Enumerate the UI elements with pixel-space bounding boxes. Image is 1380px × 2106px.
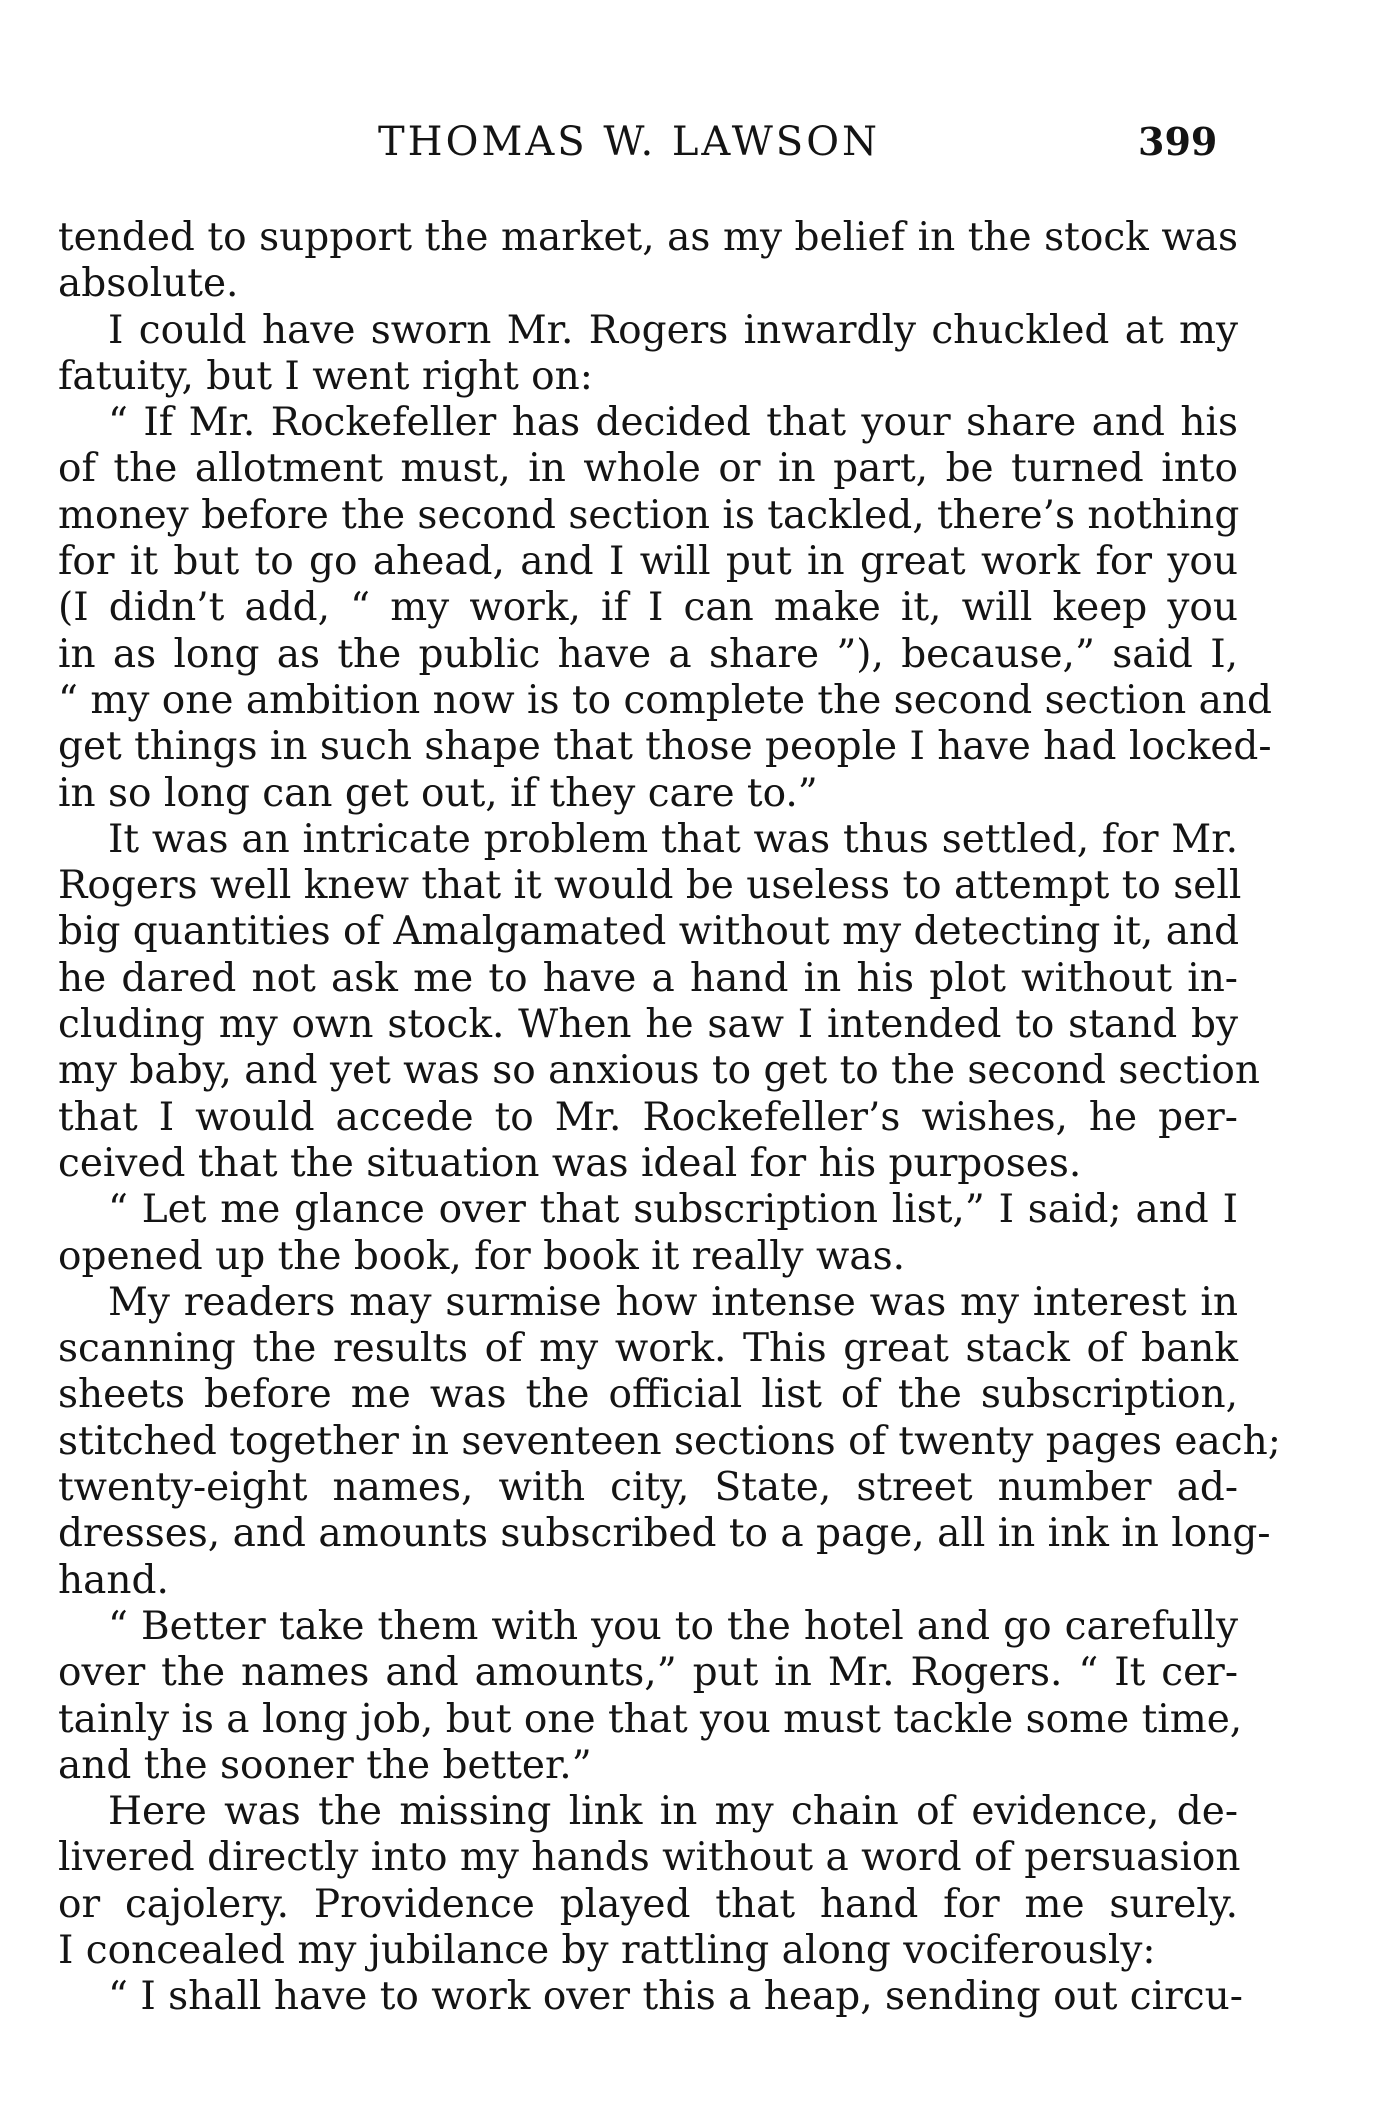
text-line: opened up the book, for book it really was.: [58, 1233, 906, 1279]
text-line: “ my one ambition now is to complete the second section and: [58, 677, 1272, 723]
text-line: or cajolery. Providence played that hand for me surely.: [58, 1881, 1238, 1927]
text-line: cluding my own stock. When he saw I intended to stand by: [58, 1002, 1238, 1048]
text-line: he dared not ask me to have a hand in his plot without in-: [58, 955, 1238, 1001]
text-line: get things in such shape that those people I have had locked-: [58, 724, 1272, 770]
text-line: fatuity, but I went right on:: [58, 353, 593, 399]
text-line: that I would accede to Mr. Rockefeller’s wishes, he per-: [58, 1094, 1238, 1140]
text-line: “ Better take them with you to the hotel and go carefully: [108, 1603, 1238, 1649]
text-line: and the sooner the better.”: [58, 1742, 592, 1788]
text-line: my baby, and yet was so anxious to get to the second section: [58, 1048, 1260, 1094]
text-line: ceived that the situation was ideal for his purposes.: [58, 1140, 1082, 1186]
text-line: “ If Mr. Rockefeller has decided that your share and his: [108, 400, 1238, 446]
text-line: hand.: [58, 1557, 169, 1603]
text-line: livered directly into my hands without a word of persuasion: [58, 1835, 1241, 1881]
text-line: tended to support the market, as my belief in the stock was: [58, 215, 1238, 260]
text-line: dresses, and amounts subscribed to a page, all in ink in long-: [58, 1511, 1271, 1557]
text-line: big quantities of Amalgamated without my detecting it, and: [58, 909, 1240, 955]
text-line: in so long can get out, if they care to.”: [58, 770, 818, 816]
text-line: My readers may surmise how intense was my interest in: [108, 1279, 1238, 1325]
running-head: [0, 112, 1380, 172]
page-number: 399: [1138, 119, 1218, 164]
text-line: “ Let me glance over that subscription list,” I said; and I: [108, 1187, 1238, 1233]
text-line: (I didn’t add, “ my work, if I can make it, will keep you: [58, 585, 1238, 631]
text-line: I could have sworn Mr. Rogers inwardly chuckled at my: [108, 307, 1238, 353]
text-line: Rogers well knew that it would be useless to attempt to sell: [58, 863, 1242, 909]
text-line: “ I shall have to work over this a heap, sending out circu-: [108, 1974, 1243, 2020]
text-line: stitched together in seventeen sections of twenty pages each;: [58, 1418, 1281, 1464]
text-line: Here was the missing link in my chain of evidence, de-: [108, 1789, 1238, 1835]
text-line: over the names and amounts,” put in Mr. Rogers. “ It cer-: [58, 1650, 1238, 1696]
text-line: absolute.: [58, 261, 239, 307]
text-line: money before the second section is tackled, there’s nothing: [58, 492, 1240, 538]
text-line: twenty-eight names, with city, State, street number ad-: [58, 1465, 1238, 1511]
running-title: THOMAS W. LAWSON: [378, 119, 881, 165]
text-line: of the allotment must, in whole or in part, be turned into: [58, 446, 1238, 492]
text-line: I concealed my jubilance by rattling along vociferously:: [58, 1927, 1156, 1973]
body-text: [58, 215, 1281, 2021]
text-line: tainly is a long job, but one that you must tackle some time,: [58, 1696, 1243, 1742]
text-line: for it but to go ahead, and I will put in great work for you: [58, 539, 1238, 585]
text-line: in as long as the public have a share ”), because,” said I,: [58, 631, 1238, 677]
text-line: sheets before me was the official list of the subscription,: [58, 1372, 1238, 1418]
text-line: scanning the results of my work. This great stack of bank: [58, 1326, 1238, 1372]
text-line: It was an intricate problem that was thus settled, for Mr.: [108, 816, 1238, 862]
